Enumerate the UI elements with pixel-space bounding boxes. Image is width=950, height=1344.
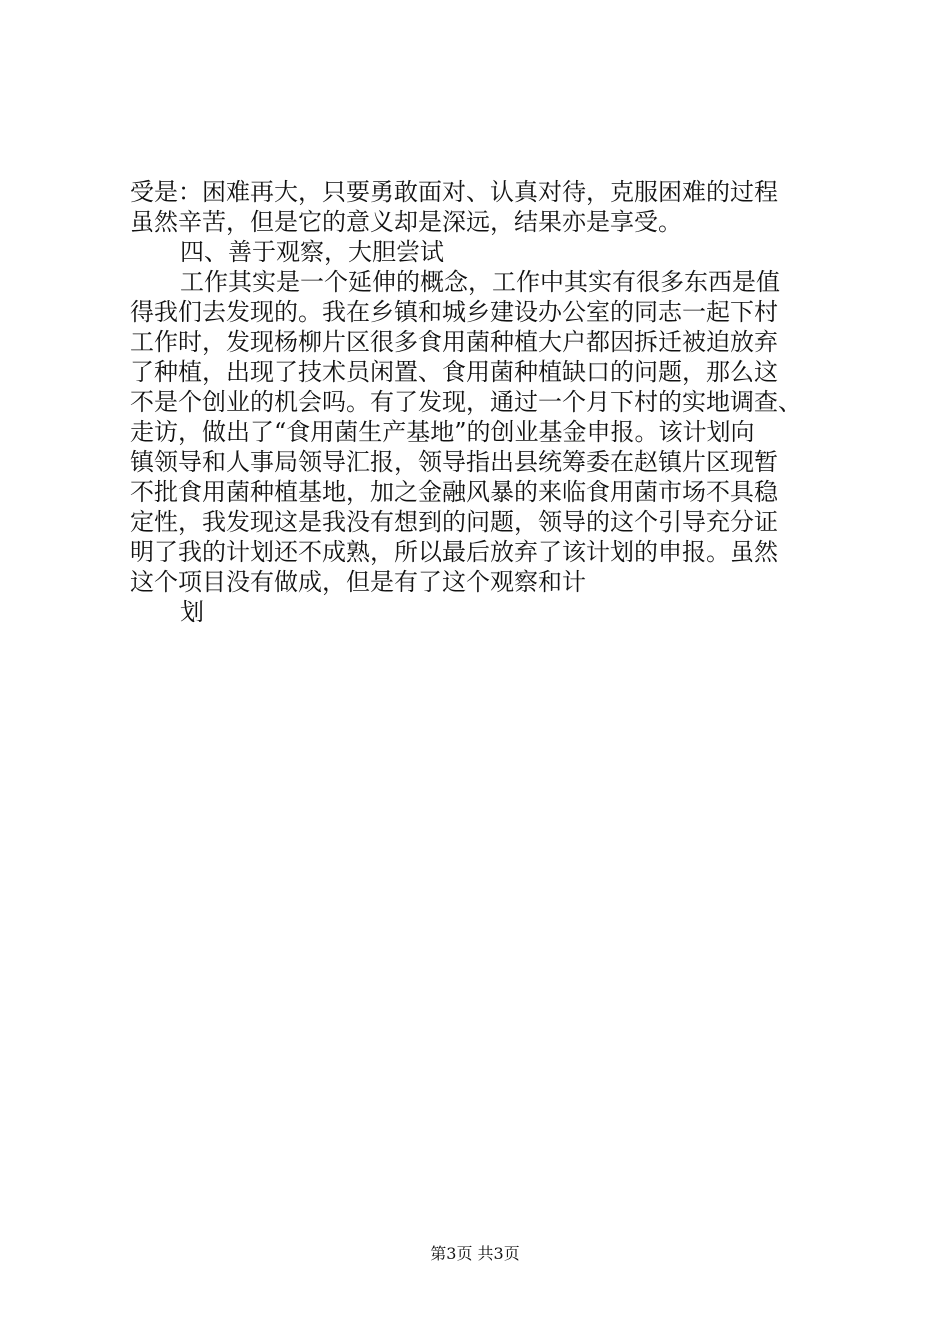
- text-line: 这个项目没有做成，但是有了这个观察和计: [130, 568, 586, 596]
- text-line: 了种植，出现了技术员闲置、食用菌种植缺口的问题，那么这: [130, 358, 778, 386]
- section-heading: 四、善于观察，大胆尝试: [180, 238, 444, 266]
- text-line: 镇领导和人事局领导汇报，领导指出县统筹委在赵镇片区现暂: [130, 448, 778, 476]
- text-line: 工作时，发现杨柳片区很多食用菌种植大户都因拆迁被迫放弃: [130, 328, 778, 356]
- text-line: 不是个创业的机会吗。有了发现，通过一个月下村的实地调查、: [130, 388, 802, 416]
- text-line: 工作其实是一个延伸的概念，工作中其实有很多东西是值: [180, 268, 780, 296]
- text-line: 定性，我发现这是我没有想到的问题，领导的这个引导充分证: [130, 508, 778, 536]
- text-line: 明了我的计划还不成熟，所以最后放弃了该计划的申报。虽然: [130, 538, 778, 566]
- text-line: 不批食用菌种植基地，加之金融风暴的来临食用菌市场不具稳: [130, 478, 778, 506]
- text-line: 走访，做出了“食用菌生产基地”的创业基金申报。该计划向: [130, 418, 755, 446]
- text-line: 划: [180, 598, 204, 626]
- text-line: 虽然辛苦，但是它的意义却是深远，结果亦是享受。: [130, 208, 682, 236]
- text-line: 受是：困难再大，只要勇敢面对、认真对待，克服困难的过程: [130, 178, 778, 206]
- page-number-footer: 第3页 共3页: [430, 1244, 520, 1263]
- text-line: 得我们去发现的。我在乡镇和城乡建设办公室的同志一起下村: [130, 298, 778, 326]
